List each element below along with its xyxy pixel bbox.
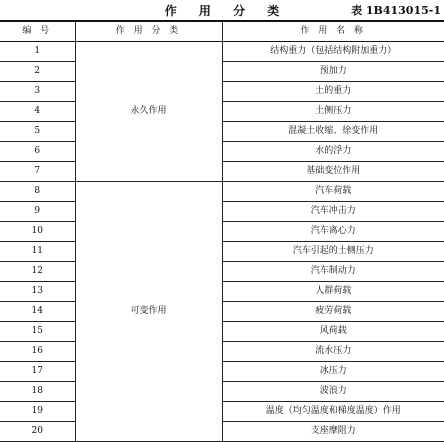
row-number: 11 (0, 242, 75, 262)
table-row (0, 82, 444, 102)
table-row (0, 322, 444, 342)
row-number: 10 (0, 222, 75, 242)
action-name: 温度（均匀温度和梯度温度）作用 (222, 402, 444, 422)
table-number: 表 1B413015-1 (351, 4, 441, 17)
action-name: 预加力 (222, 62, 444, 82)
action-name: 汽车引起的土侧压力 (222, 242, 444, 262)
header-row (0, 21, 444, 42)
table-row (0, 382, 444, 402)
table-row (0, 102, 444, 122)
action-name: 流水压力 (222, 342, 444, 362)
action-name: 汽车荷载 (222, 182, 444, 202)
table-row (0, 182, 444, 202)
table-title: 作 用 分 类 (164, 4, 289, 18)
action-classification-table (0, 20, 444, 442)
action-name: 土侧压力 (222, 102, 444, 122)
header-category: 作 用 分 类 (75, 21, 222, 42)
table-row (0, 162, 444, 182)
row-number: 5 (0, 122, 75, 142)
table-row (0, 62, 444, 82)
action-name: 人群荷载 (222, 282, 444, 302)
action-name: 冰压力 (222, 362, 444, 382)
row-number: 20 (0, 422, 75, 442)
action-category: 可变作用 (75, 182, 222, 442)
table-row (0, 202, 444, 222)
action-name: 基础变位作用 (222, 162, 444, 182)
row-number: 7 (0, 162, 75, 182)
action-name: 支座摩阻力 (222, 422, 444, 442)
row-number: 18 (0, 382, 75, 402)
table-row (0, 402, 444, 422)
row-number: 4 (0, 102, 75, 122)
action-name: 汽车离心力 (222, 222, 444, 242)
row-number: 12 (0, 262, 75, 282)
table-caption (0, 0, 444, 20)
action-name: 风荷载 (222, 322, 444, 342)
row-number: 1 (0, 42, 75, 62)
row-number: 19 (0, 402, 75, 422)
table-row (0, 362, 444, 382)
action-name: 疲劳荷载 (222, 302, 444, 322)
action-category: 永久作用 (75, 42, 222, 182)
row-number: 2 (0, 62, 75, 82)
action-name: 土的重力 (222, 82, 444, 102)
header-number: 编 号 (0, 21, 75, 42)
row-number: 13 (0, 282, 75, 302)
table-row (0, 242, 444, 262)
row-number: 17 (0, 362, 75, 382)
action-name: 波浪力 (222, 382, 444, 402)
action-name: 水的浮力 (222, 142, 444, 162)
row-number: 8 (0, 182, 75, 202)
table-row (0, 422, 444, 442)
table-row (0, 302, 444, 322)
table-row (0, 262, 444, 282)
row-number: 6 (0, 142, 75, 162)
table-body (0, 42, 444, 442)
table-row (0, 122, 444, 142)
action-name: 汽车制动力 (222, 262, 444, 282)
action-name: 混凝土收缩、徐变作用 (222, 122, 444, 142)
row-number: 15 (0, 322, 75, 342)
header-action-name: 作 用 名 称 (222, 21, 444, 42)
table-row (0, 282, 444, 302)
table-row (0, 142, 444, 162)
action-name: 汽车冲击力 (222, 202, 444, 222)
row-number: 3 (0, 82, 75, 102)
table-row (0, 42, 444, 62)
row-number: 14 (0, 302, 75, 322)
table-row (0, 222, 444, 242)
table-row (0, 342, 444, 362)
action-name: 结构重力（包括结构附加重力） (222, 42, 444, 62)
row-number: 16 (0, 342, 75, 362)
row-number: 9 (0, 202, 75, 222)
